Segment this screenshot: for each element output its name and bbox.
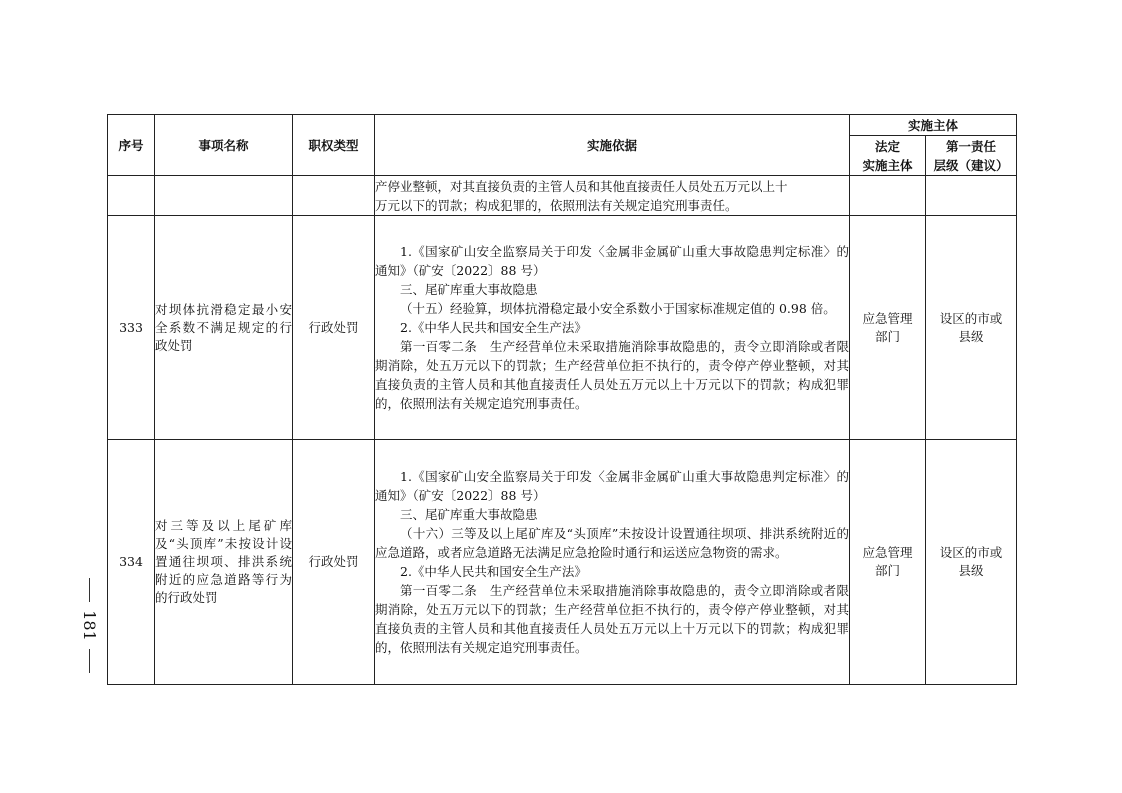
basis-paragraph: 2.《中华人民共和国安全生产法》	[400, 564, 587, 579]
cell-item-name: 对坝体抗滑稳定最小安全系数不满足规定的行政处罚	[155, 216, 293, 440]
cell-empty	[850, 176, 926, 216]
continuation-line: 万元以下的罚款；构成犯罪的，依照刑法有关规定追究刑事责任。	[375, 197, 738, 213]
cell-empty	[108, 176, 155, 216]
header-legal-subject	[850, 136, 926, 176]
header-subject-group: 实施主体	[850, 115, 1017, 136]
cell-empty	[293, 176, 375, 216]
cell-empty	[155, 176, 293, 216]
basis-paragraph: 1.《国家矿山安全监察局关于印发〈金属非金属矿山重大事故隐患判定标准〉的通知》（矿安〔2022〕88 号）	[375, 469, 849, 503]
page-number-dash-bottom	[89, 649, 90, 673]
basis-paragraph: 三、尾矿库重大事故隐患	[400, 282, 538, 297]
page-number-text: 181	[79, 610, 99, 641]
basis-paragraph: 三、尾矿库重大事故隐患	[400, 507, 538, 522]
cell-basis-continuation	[375, 176, 850, 216]
basis-paragraph: 1.《国家矿山安全监察局关于印发〈金属非金属矿山重大事故隐患判定标准〉的通知》（矿安〔2022〕88 号）	[375, 244, 849, 278]
header-seq: 序号	[108, 115, 155, 176]
enforcement-items-table	[107, 114, 1017, 685]
table-row	[108, 440, 1017, 685]
page-number-dash-top	[89, 578, 90, 602]
cell-power-type: 行政处罚	[293, 216, 375, 440]
table-row	[108, 216, 1017, 440]
basis-paragraph: 第一百零二条 生产经营单位未采取措施消除事故隐患的，责令立即消除或者限期消除，处五万元以下的罚款；生产经营单位拒不执行的，责令停产停业整顿，对其直接负责的主管人员和其他直接责任人员处五万元以上十万元以下的罚款；构成犯罪的，依照刑法有关规定追究刑事责任。	[375, 583, 849, 655]
basis-paragraph: （十五）经验算，坝体抗滑稳定最小安全系数小于国家标准规定值的 0.98 倍。	[400, 301, 836, 316]
cell-item-name: 对三等及以上尾矿库及“头顶库”未按设计设置通往坝项、排洪系统附近的应急道路等行为的行政处罚	[155, 440, 293, 685]
cell-legal-subject: 应急管理部门	[850, 216, 926, 440]
continuation-line: 产停业整顿，对其直接负责的主管人员和其他直接责任人员处五万元以上十	[375, 178, 788, 194]
header-first-responsibility	[926, 136, 1017, 176]
cell-power-type: 行政处罚	[293, 440, 375, 685]
cell-responsibility-level: 设区的市或县级	[926, 440, 1017, 685]
page-number	[78, 578, 100, 688]
cell-seq: 333	[108, 216, 155, 440]
header-first-responsibility-line1: 第一责任	[946, 138, 997, 154]
cell-empty	[926, 176, 1017, 216]
header-first-responsibility-line2: 层级（建议）	[933, 157, 1009, 173]
header-item-name: 事项名称	[155, 115, 293, 176]
table-row-continuation	[108, 176, 1017, 216]
cell-basis	[375, 216, 850, 440]
basis-paragraph: 第一百零二条 生产经营单位未采取措施消除事故隐患的，责令立即消除或者限期消除，处五万元以下的罚款；生产经营单位拒不执行的，责令停产停业整顿，对其直接负责的主管人员和其他直接责任人员处五万元以上十万元以下的罚款；构成犯罪的，依照刑法有关规定追究刑事责任。	[375, 339, 849, 411]
basis-paragraph: 2.《中华人民共和国安全生产法》	[400, 320, 587, 335]
cell-basis	[375, 440, 850, 685]
header-legal-subject-line2: 实施主体	[862, 157, 913, 173]
cell-legal-subject: 应急管理部门	[850, 440, 926, 685]
header-legal-subject-line1: 法定	[874, 138, 900, 154]
cell-seq: 334	[108, 440, 155, 685]
header-power-type: 职权类型	[293, 115, 375, 176]
header-basis: 实施依据	[375, 115, 850, 176]
basis-paragraph: （十六）三等及以上尾矿库及“头顶库”未按设计设置通往坝项、排洪系统附近的应急道路，或者应急道路无法满足应急抢险时通行和运送应急物资的需求。	[375, 526, 849, 560]
cell-responsibility-level: 设区的市或县级	[926, 216, 1017, 440]
